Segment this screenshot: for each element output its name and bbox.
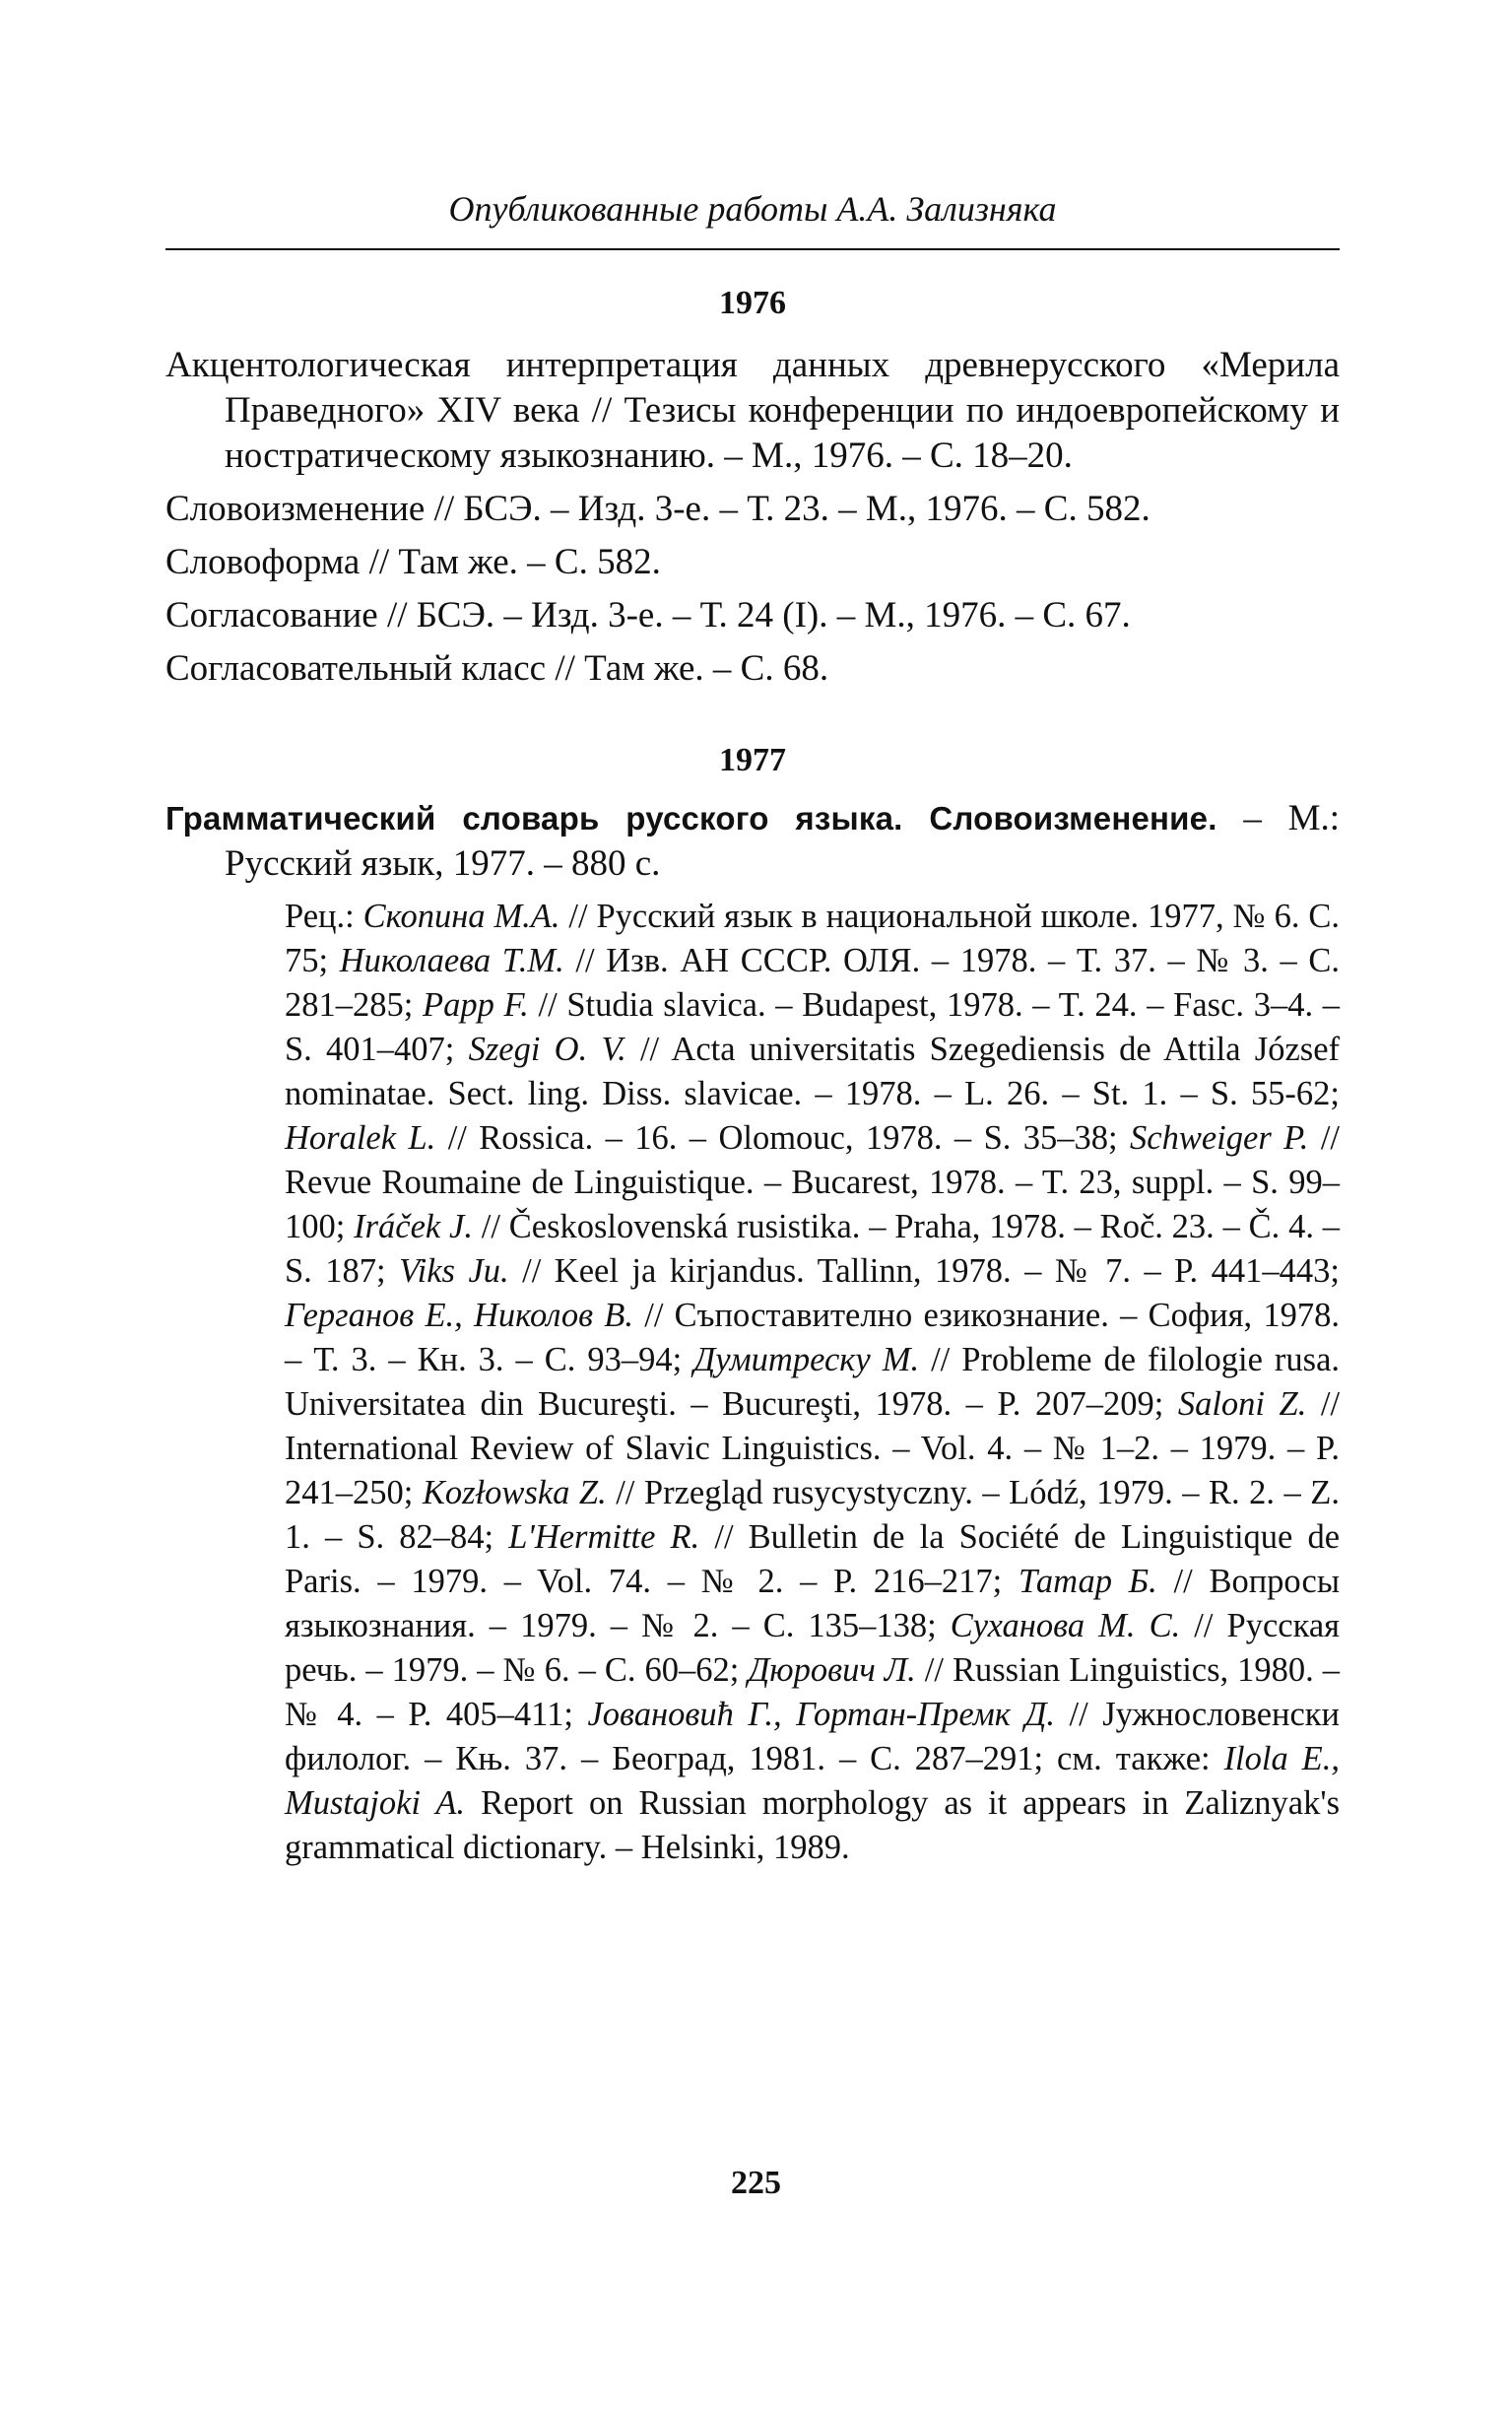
bibliography-entry: Согласовательный класс // Там же. – С. 68. [165,648,829,689]
review-source: // Русская речь. – 1979. – № 6. – С. 60–62; [285,1607,1341,1689]
entries-1976 [165,343,1340,692]
bibliography-entry-main [165,796,1340,887]
review-author: Papp F. [423,986,529,1024]
reviews-paragraph [285,895,1340,1870]
bibliography-entry: Словоизменение // БСЭ. – Изд. 3-е. – Т. 23. – М., 1976. – С. 582. [165,489,1150,529]
year-heading-1976: 1976 [719,285,786,321]
review-source: // Acta universitatis Szegediensis de Attila József nominatae. Sect. ling. Diss. slavicae. – 1978. – L. 26. – St. 1. – S. 55-62; [285,1031,1340,1112]
review-author: Kozłowska Z. [422,1474,607,1511]
review-author: Szegi O. V. [468,1031,626,1068]
review-author: Татар Б. [1018,1563,1157,1600]
review-source: // Јужнословенски филолог. – Књ. 37. – Београд, 1981. – С. 287–291; см. также: [285,1696,1341,1777]
review-source: Report on Russian morphology as it appears in Zaliznyak's grammatical dictionary. – Helsinki, 1989. [285,1784,1341,1866]
review-author: Николаева Т.М. [339,942,564,979]
bibliography-entry: Акцентологическая интерпретация данных древнерусского «Мерила Праведного» XIV века // Тезисы конференции по индоевропейскому и ностратическому языкознанию. – М., 1976. – С. 18–20. [165,345,1340,476]
book-imprint: – М.: Русский язык, 1977. – 880 с. [225,798,1340,884]
review-author: Јовановић Г., Гортан-Премк Д. [587,1696,1056,1733]
bibliography-entry: Словоформа // Там же. – С. 582. [165,542,661,582]
bibliography-entry: Согласование // БСЭ. – Изд. 3-е. – Т. 24 (I). – М., 1976. – С. 67. [165,595,1131,636]
review-source: // Československá rusistika. – Praha, 1978. – Roč. 23. – Č. 4. – S. 187; [285,1208,1340,1290]
review-author: Суханова М. С. [950,1607,1181,1644]
review-source: // Bulletin de la Société de Linguistique de Paris. – 1979. – Vol. 74. – № 2. – P. 216–217; [285,1518,1341,1600]
page-number: 225 [731,2165,781,2201]
review-source: // Studia slavica. – Budapest, 1978. – T. 24. – Fasc. 3–4. – S. 401–407; [285,986,1340,1068]
review-source: // Russian Linguistics, 1980. – № 4. – P. 405–411; [285,1651,1341,1733]
document-page [165,187,1340,1870]
review-source: // Probleme de filologie rusa. Universitatea din Bucureşti. – Bucureşti, 1978. – P. 207–209; [285,1341,1341,1423]
review-source: // Изв. АН СССР. ОЛЯ. – 1978. – Т. 37. – № 3. – С. 281–285; [285,942,1341,1024]
review-author: Думитреску М. [693,1341,920,1378]
review-source: // Вопросы языкознания. – 1979. – № 2. – С. 135–138; [285,1563,1341,1644]
review-author: Viks Ju. [399,1252,509,1290]
review-author: Horalek L. [285,1119,436,1157]
review-source: // Przegląd rusycystyczny. – Lódź, 1979. – R. 2. – Z. 1. – S. 82–84; [285,1474,1341,1556]
year-heading-1977: 1977 [719,742,786,778]
review-author: Скопина М.А. [362,898,560,935]
review-author: L'Hermitte R. [508,1518,700,1556]
review-author: Ilola E., Mustajoki A. [285,1740,1340,1822]
book-title: Грамматический словарь русского языка. Словоизменение. [165,800,1217,836]
review-source: // Rossica. – 16. – Olomouc, 1978. – S. 35–38; [447,1119,1118,1157]
review-source: // Keel ja kirjandus. Tallinn, 1978. – № 7. – P. 441–443; [522,1252,1340,1290]
review-source: // Revue Roumaine de Linguistique. – Bucarest, 1978. – T. 23, suppl. – S. 99–100; [285,1119,1340,1245]
review-author: Schweiger P. [1130,1119,1309,1157]
review-author: Saloni Z. [1177,1385,1307,1423]
review-author: Герганов Е., Николов В. [285,1297,634,1334]
review-source: // Русский язык в национальной школе. 1977, № 6. С. 75; [285,898,1341,979]
review-author: Iráček J. [354,1208,473,1245]
review-source: // Съпоставително езикознание. – София, 1978. – Т. 3. – Кн. 3. – С. 93–94; [285,1297,1341,1378]
review-author: Дюрович Л. [748,1651,916,1689]
reviews-label: Рец.: [285,898,355,935]
running-title: Опубликованные работы А.А. Зализняка [165,187,1340,250]
review-source: // International Review of Slavic Linguistics. – Vol. 4. – № 1–2. – 1979. – P. 241–250; [285,1385,1341,1511]
